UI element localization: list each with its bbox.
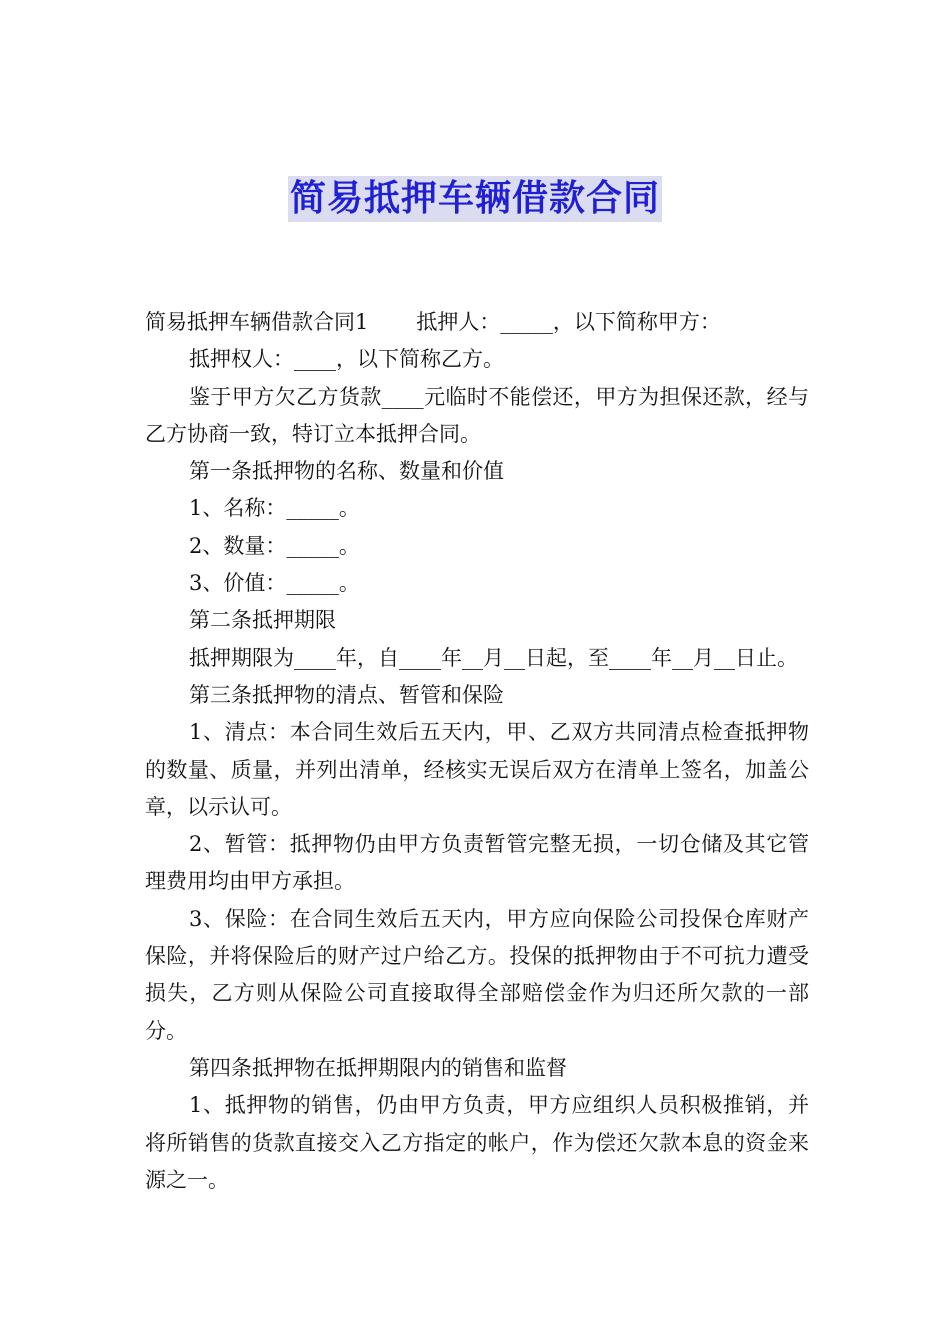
article-1-item-quantity: 2、数量：_____。: [189, 533, 360, 558]
document-title: 简易抵押车辆借款合同: [288, 176, 662, 222]
article-4-item-sales: 1、抵押物的销售，仍由甲方负责，甲方应组织人员积极推销，并将所销售的货款直接交入乙方指定的帐户，作为偿还欠款本息的资金来源之一。: [145, 1093, 809, 1192]
article-1-heading: 第一条抵押物的名称、数量和价值: [189, 459, 504, 484]
article-3-item-custody: 2、暂管：抵押物仍由甲方负责暂管完整无损，一切仓储及其它管理费用均由甲方承担。: [145, 832, 809, 894]
document-body: [145, 304, 809, 1199]
article-4-heading: 第四条抵押物在抵押期限内的销售和监督: [189, 1055, 567, 1080]
article-3-item-inventory: 1、清点：本合同生效后五天内，甲、乙双方共同清点检查抵押物的数量、质量，并列出清单，经核实无误后双方在清单上签名，加盖公章，以示认可。: [145, 720, 809, 819]
article-2-term: 抵押期限为____年，自____年__月__日起，至____年__月__日止。: [189, 645, 798, 670]
intro-line: [145, 304, 809, 341]
article-2-heading: 第二条抵押期限: [189, 608, 336, 633]
article-1-item-name: 1、名称：_____。: [189, 496, 360, 521]
paragraph-party-b: 抵押权人：____，以下简称乙方。: [189, 347, 504, 372]
title-container: [0, 176, 950, 222]
article-3-heading: 第三条抵押物的清点、暂管和保险: [189, 682, 504, 707]
article-3-item-insurance: 3、保险：在合同生效后五天内，甲方应向保险公司投保仓库财产保险，并将保险后的财产过户给乙方。投保的抵押物由于不可抗力遭受损失，乙方则从保险公司直接取得全部赔偿金作为归还所欠款的一部分。: [145, 906, 809, 1043]
intro-party-a: 抵押人：_____，以下简称甲方：: [416, 310, 721, 334]
paragraph-preamble: 鉴于甲方欠乙方货款____元临时不能偿还，甲方为担保还款，经与乙方协商一致，特订立本抵押合同。: [145, 384, 809, 446]
article-1-item-value: 3、价值：_____。: [189, 571, 360, 596]
intro-reference: 简易抵押车辆借款合同1: [145, 310, 369, 334]
